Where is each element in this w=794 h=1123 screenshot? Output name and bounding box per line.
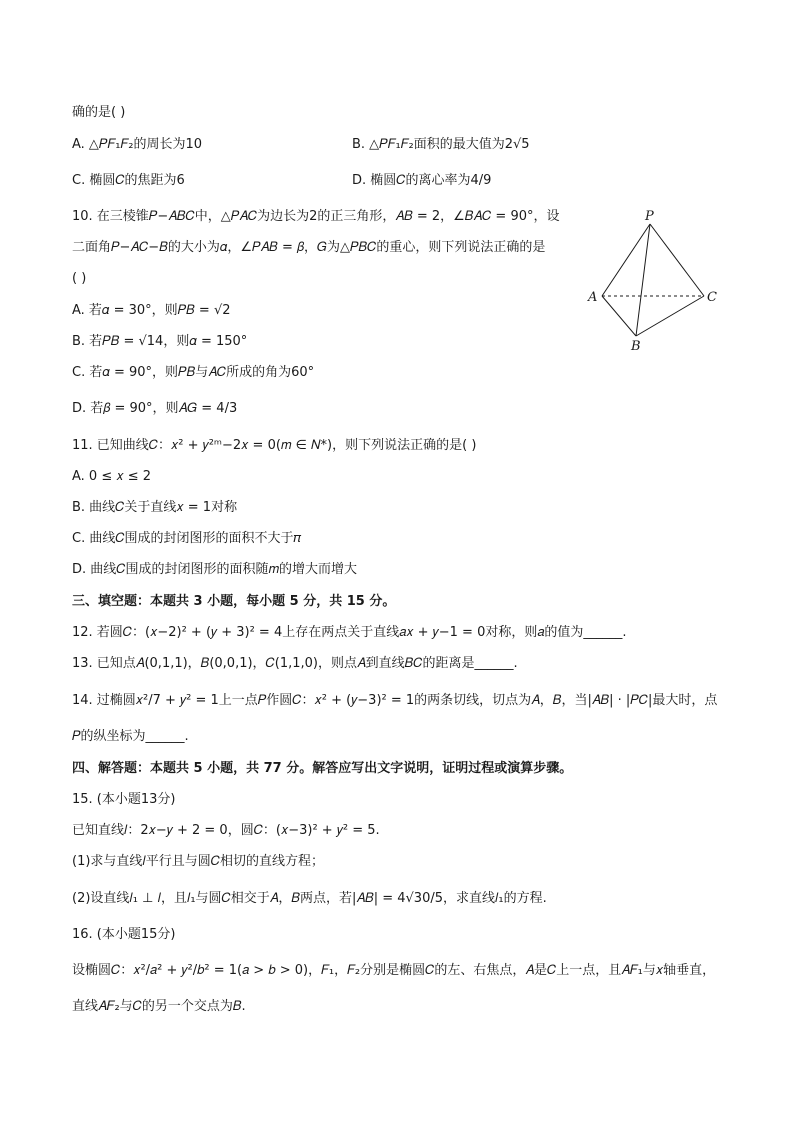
section-3-heading: 三、填空题：本题共 3 小题，每小题 5 分，共 15 分。 bbox=[72, 594, 396, 609]
q10-option-a: A. 若𝛼 = 30°，则𝑃𝐵 = √2 bbox=[72, 303, 231, 318]
edge-bc bbox=[636, 296, 704, 336]
q9-stem-tail: 确的是( ) bbox=[72, 105, 126, 120]
q12-stem: 12. 若圆𝐶：(𝑥−2)² + (𝑦 + 3)² = 4上存在两点关于直线𝑎𝑥 + 𝑦−1 = 0对称，则𝑎的值为______. bbox=[72, 625, 627, 640]
q15-part-1: (1)求与直线𝑙平行且与圆𝐶相切的直线方程； bbox=[72, 854, 324, 869]
q10-stem-line2: 二面角𝑃−𝐴𝐶−𝐵的大小为𝛼，∠𝑃𝐴𝐵 = 𝛽，𝐺为△𝑃𝐵𝐶的重心，则下列说法正确的是 bbox=[72, 240, 546, 255]
q15-header: 15. (本小题13分) bbox=[72, 792, 176, 807]
q11-option-a: A. 0 ≤ 𝑥 ≤ 2 bbox=[72, 469, 152, 484]
q10-option-d: D. 若𝛽 = 90°，则𝐴𝐺 = 4/3 bbox=[72, 401, 238, 416]
q9-option-d: D. 椭圆𝐶的离心率为4/9 bbox=[352, 173, 492, 188]
section-4-heading: 四、解答题：本题共 5 小题，共 77 分。解答应写出文字说明，证明过程或演算步骤。 bbox=[72, 761, 573, 776]
q11-option-c: C. 曲线𝐶围成的封闭图形的面积不大于𝜋 bbox=[72, 531, 302, 546]
tetrahedron-figure bbox=[584, 204, 724, 354]
q9-option-c: C. 椭圆𝐶的焦距为6 bbox=[72, 173, 185, 188]
q11-stem: 11. 已知曲线𝐶：𝑥² + 𝑦²ᵐ−2𝑥 = 0(𝑚 ∈ 𝑁*)，则下列说法正确的是( ) bbox=[72, 438, 477, 453]
q10-stem-line1: 10. 在三棱锥𝑃−𝐴𝐵𝐶中，△𝑃𝐴𝐶为边长为2的正三角形，𝐴𝐵 = 2，∠𝐵𝐴𝐶 = 90°，设 bbox=[72, 209, 560, 224]
vertex-label-b: B bbox=[631, 339, 641, 354]
vertex-label-c: C bbox=[707, 290, 717, 305]
q11-option-d: D. 曲线𝐶围成的封闭图形的面积随𝑚的增大而增大 bbox=[72, 562, 358, 577]
q10-option-b: B. 若𝑃𝐵 = √14，则𝛼 = 150° bbox=[72, 334, 248, 349]
q16-header: 16. (本小题15分) bbox=[72, 927, 176, 942]
q14-stem-line2: 𝑃的纵坐标为______. bbox=[72, 729, 189, 744]
q10-stem-line3: ( ) bbox=[72, 271, 87, 286]
q9-option-a: A. △𝑃𝐹₁𝐹₂的周长为10 bbox=[72, 137, 202, 152]
q9-option-b: B. △𝑃𝐹₁𝐹₂面积的最大值为2√5 bbox=[352, 137, 530, 152]
q15-stem: 已知直线𝑙：2𝑥−𝑦 + 2 = 0，圆𝐶：(𝑥−3)² + 𝑦² = 5. bbox=[72, 823, 380, 838]
q16-stem-line1: 设椭圆𝐶：𝑥²/𝑎² + 𝑦²/𝑏² = 1(𝑎 > 𝑏 > 0)，𝐹₁，𝐹₂分别是椭圆𝐶的左、右焦点，𝐴是𝐶上一点，且𝐴𝐹₁与𝑥轴垂直， bbox=[72, 963, 716, 978]
vertex-label-a: A bbox=[588, 290, 598, 305]
q10-option-c: C. 若𝛼 = 90°，则𝑃𝐵与𝐴𝐶所成的角为60° bbox=[72, 365, 315, 380]
edge-pb bbox=[636, 224, 650, 336]
edge-ab bbox=[602, 296, 636, 336]
edge-pc bbox=[650, 224, 704, 296]
vertex-label-p: P bbox=[645, 209, 654, 224]
q13-stem: 13. 已知点𝐴(0,1,1)，𝐵(0,0,1)，𝐶(1,1,0)，则点𝐴到直线𝐵𝐶的距离是______. bbox=[72, 656, 518, 671]
q11-option-b: B. 曲线𝐶关于直线𝑥 = 1对称 bbox=[72, 500, 238, 515]
q16-stem-line2: 直线𝐴𝐹₂与𝐶的另一个交点为𝐵. bbox=[72, 999, 246, 1014]
q15-part-2: (2)设直线𝑙₁ ⊥ 𝑙，且𝑙₁与圆𝐶相交于𝐴，𝐵两点，若|𝐴𝐵| = 4√30/5，求直线𝑙₁的方程. bbox=[72, 891, 547, 906]
q14-stem-line1: 14. 过椭圆𝑥²/7 + 𝑦² = 1上一点𝑃作圆𝐶：𝑥² + (𝑦−3)² = 1的两条切线，切点为𝐴，𝐵，当|𝐴𝐵| · |𝑃𝐶|最大时，点 bbox=[72, 693, 718, 708]
